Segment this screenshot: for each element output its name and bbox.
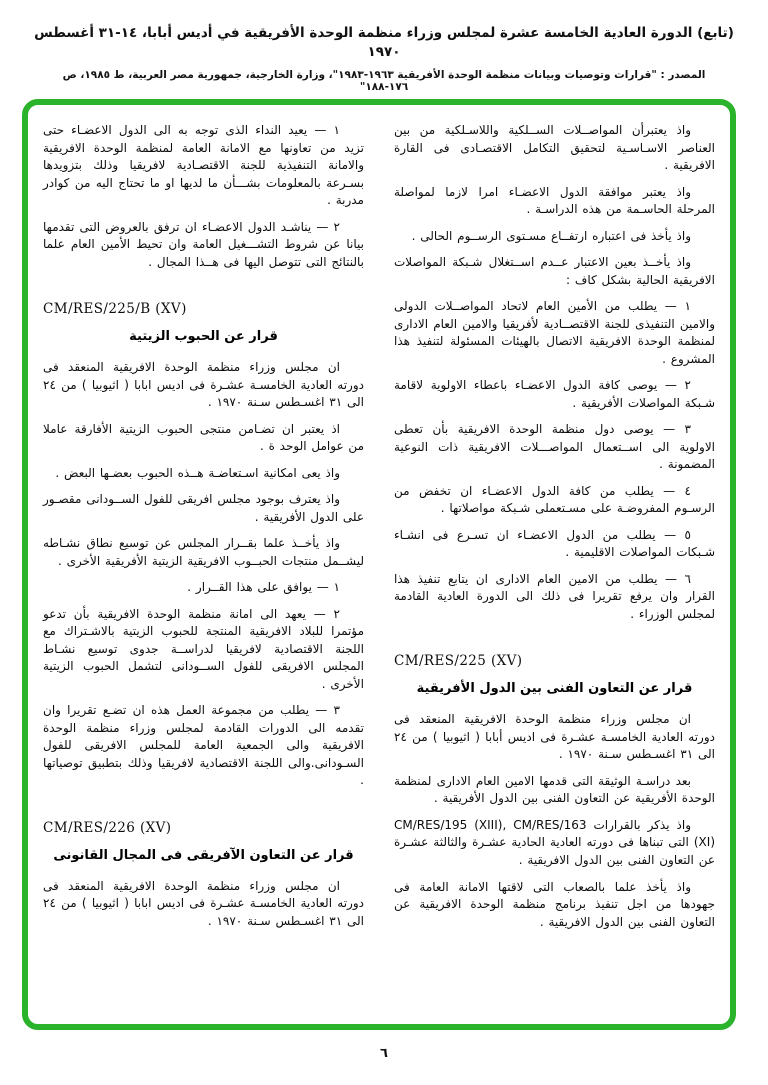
paragraph: واذ يعتبرأن المواصــلات الســلكية واللاسـلكية من بين العناصر الاسـاسـية لتحقيق التكامل الاقتصـادى فى القارة الافريقية . bbox=[394, 123, 715, 173]
session-title: (تابع) الدورة العادية الخامسة عشرة لمجلس وزراء منظمة الوحدة الأفريقية في أديس أبابا، ١٤-٣١ أغسطس ١٩٧٠ bbox=[34, 25, 734, 60]
paragraph: ٢ — يعهد الى امانة منظمة الوحدة الافريقية بأن تدعو مؤتمرا للبلاد الافريقية المنتجة للحبوب الزيتية بالاشـتراك مع اللجنة الاقتصادية لافريقيا لدراســة جدوى توسيع نشـاط المجلس الافريقى للفول الســودانى لتشمل الحبوب الزيتية الأخرى . bbox=[43, 606, 364, 691]
paragraph: واذ يأخــذ علما بقــرار المجلس عن توسيع نطاق نشـاطه ليشــمل منتجات الحبــوب الافريقية الزيتية الأفريقية الأخرى . bbox=[43, 536, 364, 568]
paragraph: ان مجلس وزراء منظمة الوحدة الافريقية المنعقد فى دورته العادية الخامسـة عشـرة فى اديس أبابا ( اثيوبيا ) من ٢٤ الى ٣١ اغسـطس سـنة ١٩٧٠ . bbox=[394, 712, 715, 762]
resolution-code: CM/RES/226 (XV) bbox=[43, 819, 172, 836]
paragraph: ١ — يعيد النداء الذى توجه به الى الدول الاعضـاء حتى تزيد من تعاونها مع الامانة العامة لمنظمة الوحدة الافريقية والامانة التنفيذية للجنة الاقتصـادية لافريقيا وذلك بتزويدها بسـرعة بالمعلومات بشـــأن ما لديها او ما تحتاج اليه من كوادر مدربة . bbox=[43, 123, 364, 208]
page-footer bbox=[0, 1042, 768, 1061]
paragraph: ٣ — يوصى دول منظمة الوحدة الافريقية بأن تعطى الاولوية الى اســتعمال المواصـــلات الافريقية ذات النوعية المضمونة . bbox=[394, 422, 715, 472]
paragraph: ١ — يوافق على هذا القــرار . bbox=[187, 580, 340, 595]
page-number: ٦ bbox=[380, 1046, 388, 1061]
right-column bbox=[394, 122, 715, 1014]
paragraph: ٤ — يطلب من كافة الدول الاعضـاء ان تخفض من الرسـوم المفروضـة على مسـتعملى شـبكة مواصلاتها . bbox=[394, 483, 715, 516]
paragraph: ٣ — يطلب من مجموعة العمل هذه ان تضـع تقريرا وان تقدمه الى الدورات القادمة لمجلس وزراء منظمة الوحدة الافريقية والى الجمعية العامة للمجلس الافريقى للفول السـودانى.والى اللجنة الاقتصادية لافريقيا وذلك بتطبيق توصياتها . bbox=[43, 703, 364, 788]
resolution-code: CM/RES/225/B (XV) bbox=[43, 301, 187, 318]
paragraph: واذ يأخذ فى اعتباره ارتفــاع مسـتوى الرســوم الحالى . bbox=[411, 228, 691, 243]
paragraph: واذ يعترف بوجود مجلس افريقى للفول الســودانى مقصـور على الدول الأفريقية . bbox=[42, 492, 364, 524]
paragraph: ٢ — يوصى كافة الدول الاعضـاء باعطاء الاولوية لاقامة شـبكة المواصلات الأفريقية . bbox=[394, 378, 715, 410]
paragraph: بعد دراسـة الوثيقة التى قدمها الامين العام الادارى لمنظمة الوحدة الأفريقية عن التعاون الفنى بين الدول الأفريقية . bbox=[394, 773, 715, 806]
paragraph: واذ يأخــذ بعين الاعتبار عــدم اســتغلال شـبكة المواصلات الافريقية الحالية بشكل كاف : bbox=[394, 255, 715, 287]
paragraph: واذ يأخذ علما بالصعاب التى لاقتها الامانة العامة فى جهودها من اجل تنفيذ برنامج منظمة الوحدة الافريقية عن التعاون الفنى بين الدول الافريقية . bbox=[394, 879, 715, 929]
paragraph: ٢ — يناشـد الدول الاعضـاء ان ترفق بالعروض التى تقدمها بيانا عن شروط التشـــغيل العامة وان تحيط الأمين العام علما بالنتائج التى تتوصل اليها فى هــذا المجال . bbox=[43, 219, 364, 269]
content-frame bbox=[22, 99, 736, 1030]
resolution-title: قرار عن الحبوب الزيتية bbox=[129, 329, 278, 345]
paragraph: واذ يعى امكانية اسـتعاضـة هــذه الحبوب بعضـها البعض . bbox=[55, 465, 340, 480]
paragraph: ان مجلس وزراء منظمة الوحدة الافريقية المنعقد فى دورته العادية الخامسـة عشـرة فى اديس ابابا ( اثيوبيا ) من ٢٤ الى ٣١ اغسـطس سـنة ١٩٧٠ . bbox=[43, 360, 364, 410]
resolution-title: قرار عن التعاون الفنى بين الدول الأفريقية bbox=[416, 681, 693, 697]
source-line: المصدر : "قرارات وتوصيات وبيانات منظمة الوحدة الأفريقية ١٩٦٣-١٩٨٣"، وزارة الخارجية، جمهورية مصر العربية، ط ١٩٨٥، ص ١٧٦-١٨٨" bbox=[62, 68, 706, 93]
paragraph: ١ — يطلب من الأمين العام لاتحاد المواصــلات الدولى والامين التنفيذى للجنة الاقتصــادية لأفريقيا والامين العام الادارى لمنظمة الوحدة الافريقية الاتصال بالهيئات المسئولة لتنفيذ هذا المشروع . bbox=[394, 299, 715, 366]
paragraph: ٦ — يطلب من الامين العام الادارى ان يتابع تنفيذ هذا القرار وان يرفع تقريرا فى ذلك الى الدورة العادية القادمة لمجلس الوزراء . bbox=[394, 571, 715, 621]
resolution-code: CM/RES/225 (XV) bbox=[394, 653, 523, 670]
paragraph: واذ يذكر بالقرارات CM/RES/195 (XIII), CM/RES/163 (XI) التى تبناها فى دورته العادية الحادية عشـرة والثالثة عشـرة عن التعاون الفنى بين الدول الافريقية . bbox=[394, 817, 715, 867]
paragraph: ان مجلس وزراء منظمة الوحدة الافريقية المنعقد فى دورته العادية الخامسـة عشـرة فى اديس ابابا ( اثيوبيا ) من ٢٤ الى ٣١ اغسـطس سـنة ١٩٧٠ . bbox=[43, 878, 364, 928]
paragraph: واذ يعتبر موافقة الدول الاعضـاء امرا لازما لمواصلة المرحلة الحاسـمة من هذه الدراسـة . bbox=[394, 184, 715, 217]
two-column-layout bbox=[43, 122, 715, 1014]
left-column bbox=[43, 122, 364, 1014]
page-header bbox=[0, 24, 768, 93]
paragraph: ٥ — يطلب من الدول الاعضـاء ان تسـرع فى انشـاء شـبكات المواصلات الاقليمية . bbox=[394, 527, 715, 560]
paragraph: اذ يعتبر ان تضـامن منتجى الحبوب الزيتية الأفارقة عاملا من عوامل الوحد ة . bbox=[43, 421, 364, 454]
resolution-title: قرار عن التعاون الآفريقى فى المجال القانونى bbox=[53, 847, 354, 863]
